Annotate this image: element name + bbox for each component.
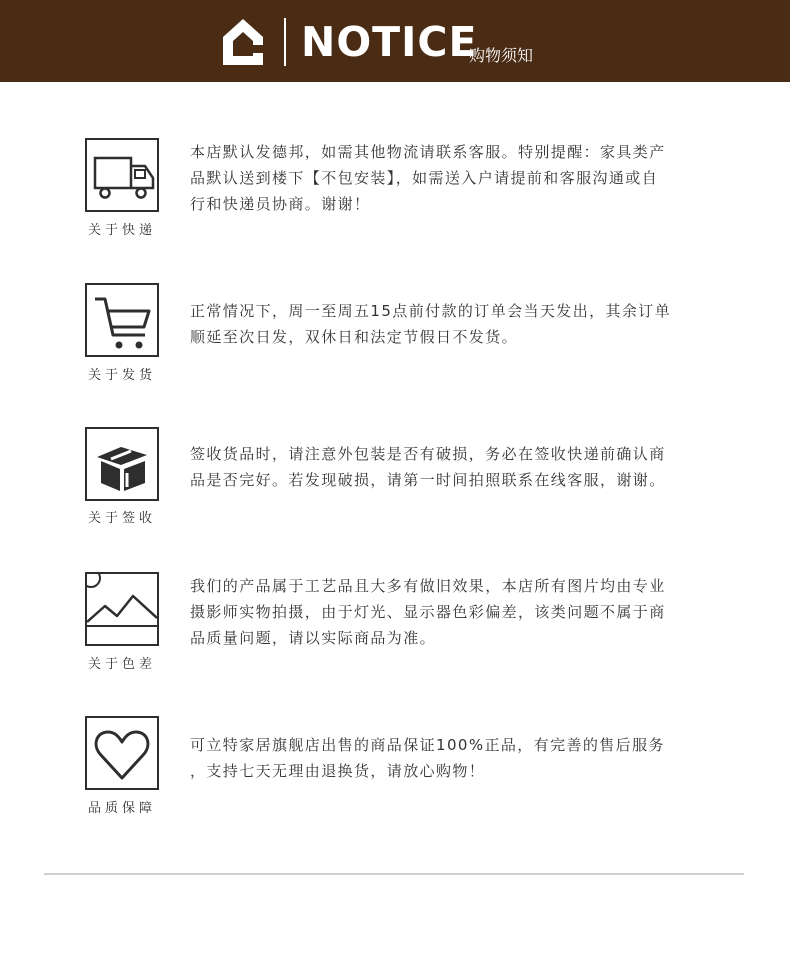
notice-header <box>0 0 790 82</box>
page-title: NOTICE <box>301 18 478 66</box>
image-landscape-icon <box>85 572 159 646</box>
section-text: 正常情况下，周一至周五15点前付款的订单会当天发出，其余订单 顺延至次日发，双休日和法定节假日不发货。 <box>190 302 672 346</box>
section-text: 我们的产品属于工艺品且大多有做旧效果，本店所有图片均由专业 摄影师实物拍摄，由于灯光、显示器色彩偏差，该类问题不属于商 品质量问题，请以实际商品为准。 <box>190 577 666 647</box>
section-label: 关于色差 <box>87 657 156 672</box>
shopping-cart-icon <box>85 283 159 357</box>
section-label: 关于发货 <box>87 368 156 383</box>
truck-icon <box>85 138 159 212</box>
page-subtitle: 购物须知 <box>469 46 534 65</box>
header-divider <box>284 18 286 66</box>
section-text: 本店默认发德邦，如需其他物流请联系客服。特别提醒：家具类产 品默认送到楼下【不包安装】，如需送入户请提前和客服沟通或自 行和快递员协商。谢谢！ <box>190 143 666 213</box>
section-text: 签收货品时，请注意外包装是否有破损，务必在签收快递前确认商 品是否完好。若发现破损，请第一时间拍照联系在线客服，谢谢。 <box>190 445 666 489</box>
section-text: 可立特家居旗舰店出售的商品保证100%正品，有完善的售后服务 ，支持七天无理由退换货，请放心购物！ <box>190 736 665 780</box>
heart-icon <box>85 716 159 790</box>
bottom-divider <box>44 873 744 875</box>
section-label: 品质保障 <box>87 801 156 816</box>
house-icon <box>221 17 265 67</box>
package-icon <box>85 427 159 501</box>
section-label: 关于快递 <box>87 223 156 238</box>
section-label: 关于签收 <box>87 511 156 526</box>
